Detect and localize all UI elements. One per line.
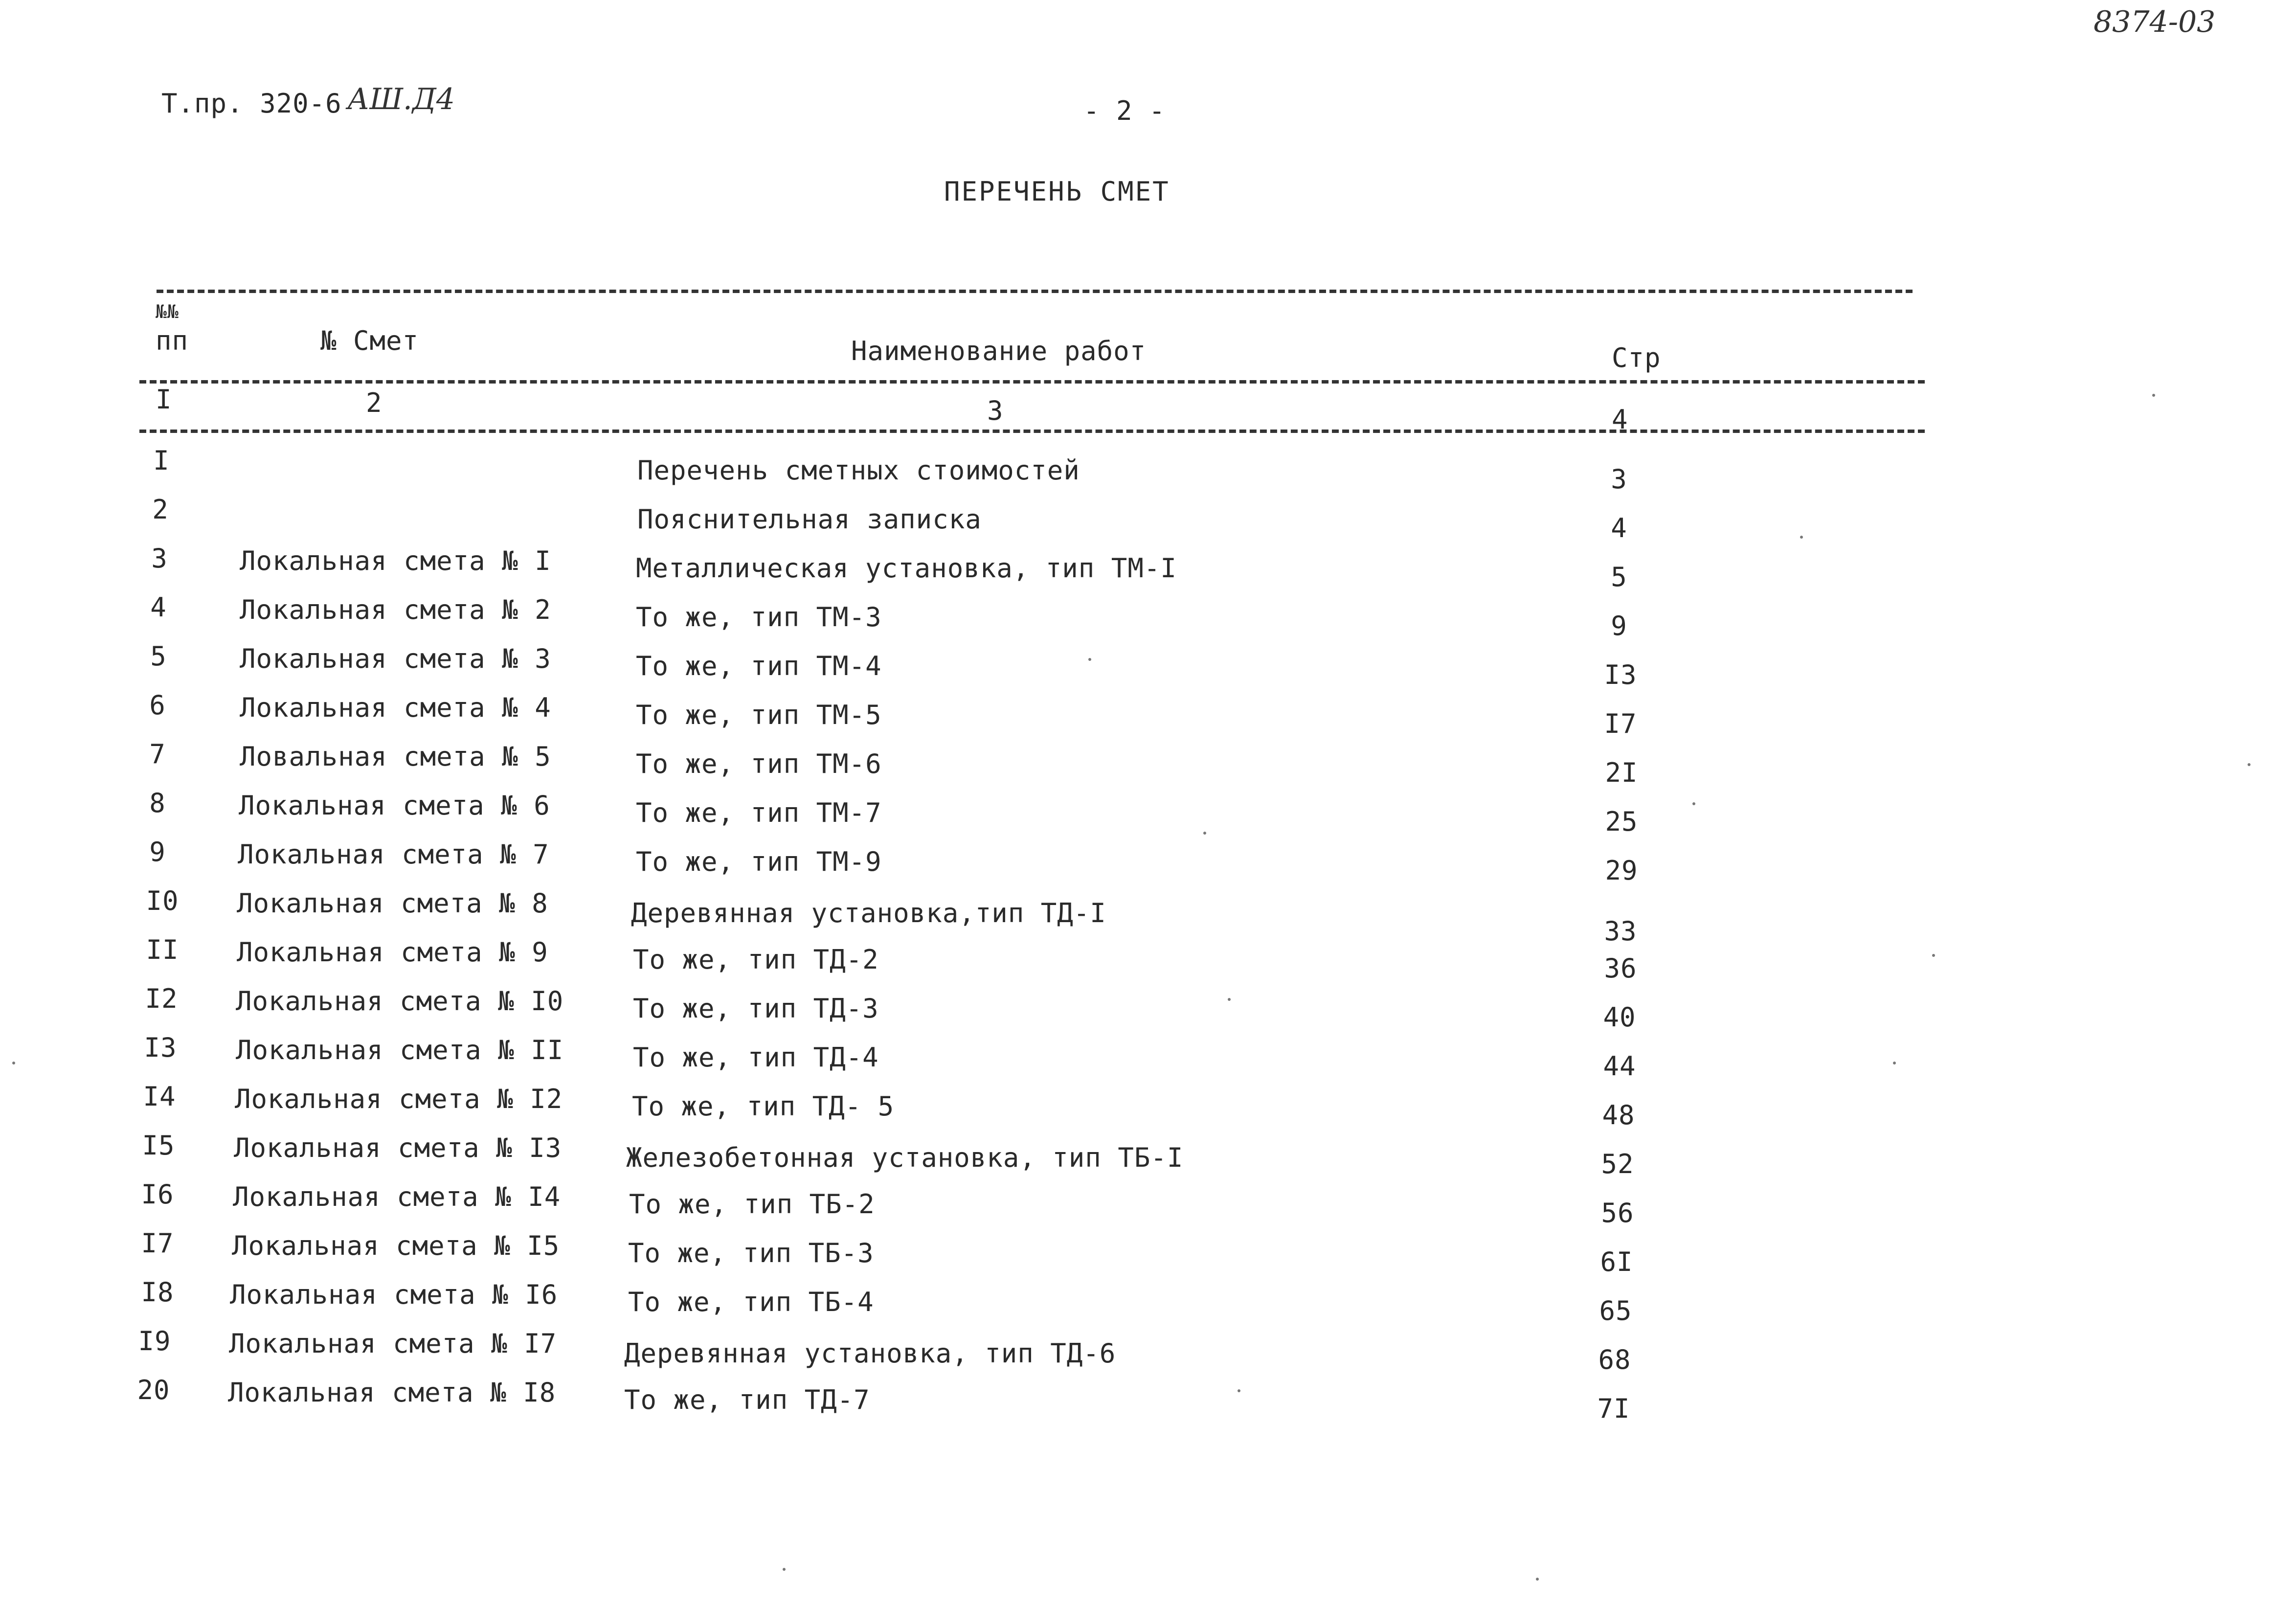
handwritten-series-mark: АШ.Д4 bbox=[347, 82, 455, 116]
row-number: II bbox=[146, 934, 179, 965]
work-name: То же, тип ТМ-4 bbox=[636, 651, 882, 681]
row-number: 4 bbox=[150, 592, 167, 623]
row-number: 3 bbox=[151, 543, 168, 574]
page-ref: 3 bbox=[1611, 464, 1627, 495]
scan-speck bbox=[1932, 954, 1935, 957]
estimate-ref: Локальная смета № 6 bbox=[239, 790, 550, 821]
page-ref: I3 bbox=[1604, 659, 1637, 690]
page-ref: 9 bbox=[1611, 611, 1627, 641]
work-name: Железобетонная установка, тип ТБ-I bbox=[626, 1142, 1184, 1173]
work-name: То же, тип ТД-3 bbox=[633, 993, 879, 1024]
estimate-ref: Локальная смета № II bbox=[236, 1035, 564, 1065]
page-title: ПЕРЕЧЕНЬ СМЕТ bbox=[944, 176, 1170, 207]
page-ref: 2I bbox=[1605, 757, 1638, 788]
estimate-ref: Локальная смета № 7 bbox=[238, 839, 549, 870]
row-number: I5 bbox=[142, 1130, 175, 1161]
scan-speck bbox=[1203, 832, 1206, 835]
estimate-ref: Локальная смета № 9 bbox=[237, 937, 548, 968]
table-top-rule bbox=[157, 290, 1913, 293]
estimate-ref: Локальная смета № I5 bbox=[232, 1230, 560, 1261]
row-number: I3 bbox=[144, 1032, 177, 1063]
row-number: I8 bbox=[141, 1277, 174, 1308]
estimate-ref: Локальная смета № I6 bbox=[230, 1279, 558, 1310]
work-name: То же, тип ТБ-2 bbox=[629, 1189, 875, 1220]
scan-speck bbox=[1692, 802, 1695, 805]
estimate-ref: Локальная смета № I bbox=[240, 545, 551, 576]
work-name: То же, тип ТД- 5 bbox=[632, 1091, 895, 1122]
row-number: 9 bbox=[149, 837, 166, 867]
column-number-2: 2 bbox=[366, 387, 383, 418]
work-name: То же, тип ТД-2 bbox=[633, 944, 879, 975]
page-ref: 29 bbox=[1605, 855, 1638, 886]
column-numbers-rule bbox=[139, 430, 1925, 433]
page-ref: 7I bbox=[1597, 1393, 1630, 1424]
row-number: 2 bbox=[152, 494, 169, 525]
work-name: Деревянная установка, тип ТД-6 bbox=[624, 1338, 1116, 1369]
page-ref: 48 bbox=[1602, 1100, 1635, 1131]
row-number: 20 bbox=[137, 1375, 170, 1405]
row-number: 6 bbox=[149, 690, 166, 721]
estimate-ref: Локальная смета № 2 bbox=[240, 594, 551, 625]
page-ref: 44 bbox=[1603, 1051, 1636, 1082]
page-ref: 5 bbox=[1611, 562, 1627, 592]
work-name: То же, тип ТМ-6 bbox=[636, 748, 882, 779]
estimate-ref: Локальная смета № 4 bbox=[240, 692, 551, 723]
row-number: 8 bbox=[149, 788, 166, 818]
scan-speck bbox=[1228, 998, 1231, 1001]
column-number-3: 3 bbox=[987, 395, 1004, 426]
row-number: I6 bbox=[141, 1179, 174, 1210]
document-code: Т.пр. 320-6 bbox=[161, 88, 342, 119]
row-number: I9 bbox=[138, 1326, 171, 1357]
header-work-name: Наименование работ bbox=[851, 336, 1147, 366]
page-number: - 2 - bbox=[1083, 95, 1166, 126]
scan-speck bbox=[1536, 1578, 1539, 1581]
estimate-ref: Локальная смета № I2 bbox=[235, 1084, 563, 1114]
header-estimate: № Смет bbox=[320, 325, 419, 356]
scan-speck bbox=[1893, 1062, 1896, 1064]
row-number: 7 bbox=[149, 739, 166, 770]
handwritten-archive-number: 8374-03 bbox=[2093, 5, 2216, 39]
row-number: I0 bbox=[146, 885, 179, 916]
header-bottom-rule bbox=[139, 380, 1925, 384]
work-name: То же, тип ТД-7 bbox=[624, 1384, 870, 1415]
row-number: I7 bbox=[141, 1228, 174, 1259]
scan-speck bbox=[2248, 763, 2251, 766]
column-number-1: I bbox=[156, 384, 172, 415]
work-name: То же, тип ТМ-7 bbox=[636, 797, 882, 828]
estimate-ref: Локальная смета № I3 bbox=[234, 1132, 562, 1163]
page-ref: 25 bbox=[1605, 806, 1638, 837]
header-num-line1: №№ bbox=[156, 301, 179, 322]
work-name: Металлическая установка, тип ТМ-I bbox=[636, 553, 1177, 584]
page-ref: 68 bbox=[1598, 1344, 1631, 1375]
header-num-line2: пп bbox=[156, 325, 189, 356]
estimate-ref: Локальная смета № 8 bbox=[237, 888, 548, 919]
scan-speck bbox=[783, 1568, 786, 1571]
work-name: То же, тип ТМ-5 bbox=[636, 700, 882, 730]
page-ref: 33 bbox=[1604, 916, 1637, 947]
page-ref: 40 bbox=[1603, 1002, 1636, 1033]
work-name: То же, тип ТМ-9 bbox=[636, 846, 882, 877]
estimate-ref: Локальная смета № I7 bbox=[229, 1328, 557, 1359]
row-number: I4 bbox=[143, 1081, 176, 1112]
scan-speck bbox=[1238, 1389, 1240, 1392]
page-ref: I7 bbox=[1604, 708, 1637, 739]
scan-speck bbox=[2152, 394, 2155, 397]
row-number: 5 bbox=[150, 641, 167, 672]
work-name: То же, тип ТБ-4 bbox=[628, 1287, 874, 1317]
header-page: Стр bbox=[1612, 342, 1661, 373]
work-name: Перечень сметных стоимостей bbox=[637, 455, 1080, 486]
work-name: То же, тип ТМ-3 bbox=[636, 602, 882, 633]
page-ref: 4 bbox=[1611, 513, 1627, 543]
row-number: I2 bbox=[145, 983, 178, 1014]
estimate-ref: Локальная смета № 3 bbox=[240, 643, 551, 674]
page-ref: 6I bbox=[1600, 1246, 1633, 1277]
work-name: Деревянная установка,тип ТД-I bbox=[631, 898, 1106, 928]
column-number-4: 4 bbox=[1612, 404, 1628, 435]
work-name: То же, тип ТБ-3 bbox=[628, 1238, 874, 1268]
page-ref: 56 bbox=[1601, 1198, 1634, 1228]
row-number: I bbox=[153, 445, 170, 476]
estimate-ref: Ловальная смета № 5 bbox=[240, 741, 551, 772]
scan-speck bbox=[1800, 536, 1803, 539]
work-name: То же, тип ТД-4 bbox=[633, 1042, 879, 1073]
scan-speck bbox=[12, 1062, 15, 1064]
page-ref: 52 bbox=[1601, 1149, 1634, 1179]
scan-speck bbox=[1088, 658, 1091, 661]
work-name: Пояснительная записка bbox=[637, 504, 982, 535]
estimate-ref: Локальная смета № I4 bbox=[233, 1181, 561, 1212]
page-ref: 36 bbox=[1604, 953, 1637, 984]
page-ref: 65 bbox=[1599, 1295, 1632, 1326]
estimate-ref: Локальная смета № I0 bbox=[236, 986, 564, 1017]
estimate-ref: Локальная смета № I8 bbox=[228, 1377, 556, 1408]
